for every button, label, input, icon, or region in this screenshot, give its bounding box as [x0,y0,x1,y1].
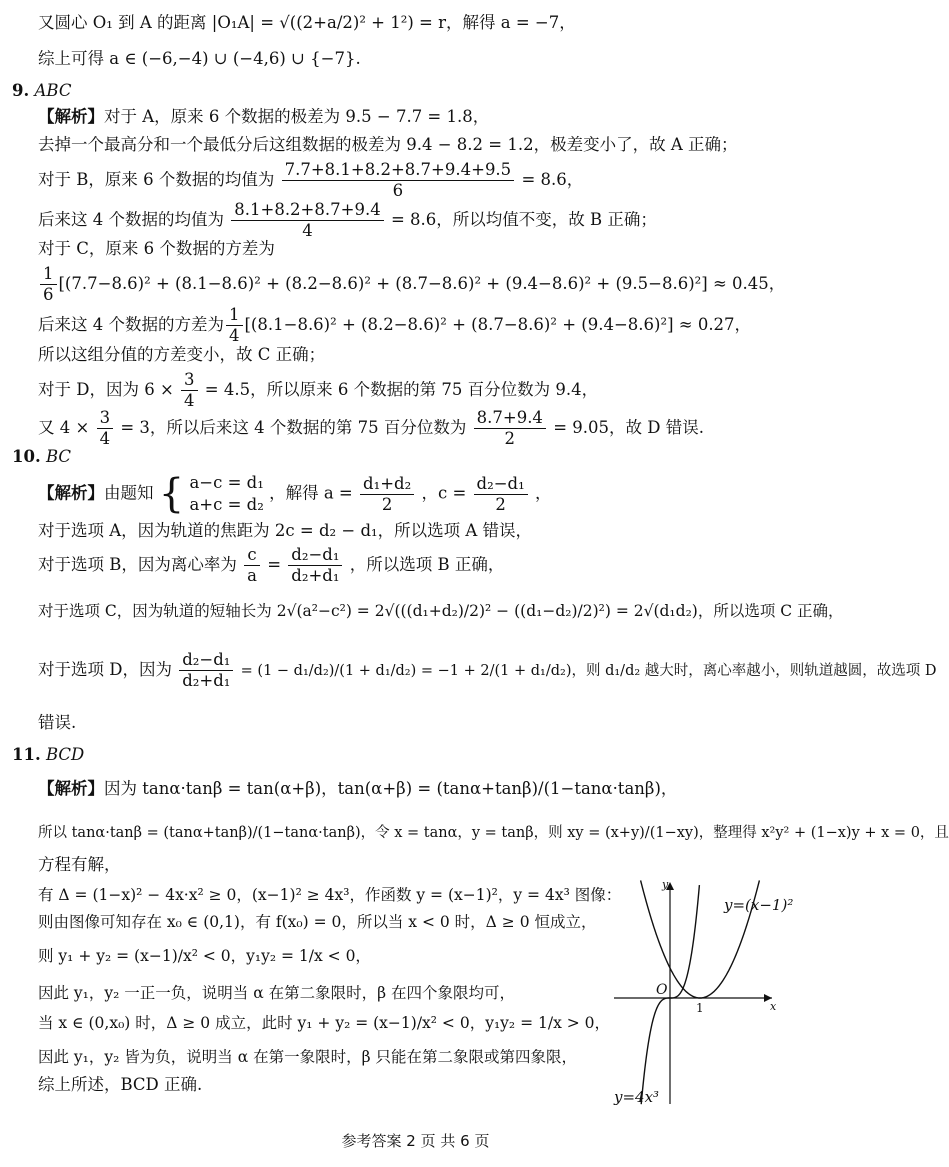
text-line: 则 y₁ + y₂ = (x−1)/x² < 0，y₁y₂ = 1/x < 0， [38,947,371,965]
tick-label-one: 1 [696,1001,704,1015]
text-line [38,408,704,449]
denominator: 4 [231,220,383,241]
denominator: 4 [226,325,243,346]
fraction [179,650,233,691]
fraction [244,545,260,586]
numerator: 8.1+8.2+8.7+9.4 [234,200,381,219]
fraction [40,264,57,305]
text-span: 对于选项 D，因为 [38,660,172,679]
text-line [38,305,751,346]
fraction [288,545,342,586]
text-span: [(8.1−8.6)² + (8.2−8.6)² + (8.7−8.6)² + (9.4−8.6)²] ≈ 0.27， [244,315,752,334]
y-axis-label: y [662,878,669,891]
text-line [38,650,937,691]
answer-choice: ABC [34,81,72,100]
text-line: 对于选项 A，因为轨道的焦距为 2c = d₂ − d₁，所以选项 A 错误， [38,521,533,540]
text-span: 后来这 4 个数据的方差为 [38,315,224,334]
text-span: 对于选项 B，因为离心率为 [38,555,237,574]
fraction [474,474,528,515]
denominator: 4 [181,390,198,411]
question-number: 10. [12,447,41,466]
question-number: 9. [12,81,30,100]
numerator: 3 [99,408,111,427]
text-span: = 8.6， [521,170,584,189]
analysis-tag: 【解析】 [38,107,104,126]
fraction [474,408,546,449]
numerator: 1 [229,305,240,324]
text-span: = 4.5，所以原来 6 个数据的第 75 百分位数为 9.4， [204,380,599,399]
text-line: 所以这组分值的方差变小，故 C 正确； [38,345,326,364]
text-span: = (1 − d₁/d₂)/(1 + d₁/d₂) = −1 + 2/(1 + d₁/d₂)，则 d₁/d₂ 越大时，离心率越小，则轨道越圆，故选项 D [240,663,937,679]
text-line: 综上所述，BCD 正确. [38,1075,203,1094]
text-line [38,264,785,305]
fraction [226,305,243,346]
text-line: 对于 C，原来 6 个数据的方差为 [38,239,275,258]
denominator: d₂+d₁ [288,565,342,586]
text-span: = 3，所以后来这 4 个数据的第 75 百分位数为 [120,418,467,437]
text-span: = 8.6，所以均值不变，故 B 正确； [390,210,657,229]
equation: a−c = d₁ [189,473,264,492]
text-span: [(7.7−8.6)² + (8.1−8.6)² + (8.2−8.6)² + (8.7−8.6)² + (9.4−8.6)² + (9.5−8.6)²] ≈ 0.45， [58,274,786,293]
denominator: d₂+d₁ [179,670,233,691]
fraction [181,370,198,411]
page-footer: 参考答案 2 页 共 6 页 [341,1132,490,1150]
text-span: ，所以选项 B 正确， [349,555,505,574]
question-9-header [12,80,71,102]
text-line [38,545,504,586]
brace-symbol: { [158,471,185,517]
question-10-header [12,446,71,468]
text-span: 又 4 × [38,418,90,437]
text-line: 则由图像可知存在 x₀ ∈ (0,1)，有 f(x₀) = 0，所以当 x < 0 时，Δ ≥ 0 恒成立， [38,913,597,931]
numerator: d₁+d₂ [363,473,412,493]
text-line: 因此 y₁，y₂ 皆为负，说明当 α 在第一象限时，β 只能在第二象限或第四象限， [38,1048,578,1066]
analysis-tag: 【解析】 [38,483,104,503]
text-line: 对于选项 C，因为轨道的短轴长为 2√(a²−c²) = 2√(((d₁+d₂)/2)² − ((d₁−d₂)/2)²) = 2√(d₁d₂)，所以选项 C 正确， [38,602,844,620]
origin-label: O [656,982,668,998]
numerator: d₂−d₁ [291,545,340,564]
text-line [38,472,551,516]
text-span: 对于 D，因为 6 × [38,380,174,399]
text-line: 又圆心 O₁ 到 A 的距离 |O₁A| = √((2+a/2)² + 1²) = r，解得 a = −7， [38,13,576,32]
text-span: 对于 A，原来 6 个数据的极差为 9.5 − 7.7 = 1.8， [104,107,490,126]
text-line: 因此 y₁，y₂ 一正一负，说明当 α 在第二象限时，β 在四个象限均可， [38,984,516,1002]
numerator: d₂−d₁ [182,650,231,669]
text-line: 错误. [38,713,77,732]
text-line: 去掉一个最高分和一个最低分后这组数据的极差为 9.4 − 8.2 = 1.2，极差变小了，故 A 正确； [38,135,738,154]
numerator: 8.7+9.4 [476,408,543,427]
x-axis-label: x [770,1000,777,1013]
fraction [97,408,114,449]
answer-choice: BCD [45,745,85,764]
text-span: ， [534,483,552,503]
equation-system [189,472,263,516]
denominator: 6 [282,180,515,201]
text-line [38,370,598,411]
text-span: = 9.05，故 D 错误. [553,418,704,437]
text-span: ，c = [421,483,467,503]
numerator: d₂−d₁ [476,473,525,493]
numerator: c [247,545,257,564]
fraction [360,474,414,515]
analysis-tag: 【解析】 [38,779,104,798]
text-span: 对于 B，原来 6 个数据的均值为 [38,170,275,189]
text-span: = [267,555,282,574]
text-line: 综上可得 a ∈ (−6,−4) ∪ (−4,6) ∪ {−7}. [38,49,361,68]
text-span: 后来这 4 个数据的均值为 [38,210,224,229]
parabola-label: y=(x−1)² [724,896,794,914]
denominator: 4 [97,428,114,449]
equation: a+c = d₂ [189,495,264,514]
denominator: 6 [40,284,57,305]
denominator: 2 [360,494,414,515]
question-number: 11. [12,745,41,764]
text-line: 当 x ∈ (0,x₀) 时，Δ ≥ 0 成立，此时 y₁ + y₂ = (x−1)/x² < 0，y₁y₂ = 1/x > 0， [38,1014,611,1032]
text-line [38,200,657,241]
numerator: 1 [43,264,54,283]
denominator: a [244,565,260,586]
text-span: 由题知 [104,483,154,503]
cubic-label: y=4x³ [614,1088,660,1106]
text-line [38,778,677,800]
text-line [38,106,489,128]
text-line: 有 Δ = (1−x)² − 4x·x² ≥ 0，(x−1)² ≥ 4x³，作函数 y = (x−1)²，y = 4x³ 图像： [38,886,622,904]
numerator: 3 [184,370,195,389]
text-line: 方程有解， [38,855,121,874]
answer-choice: BC [45,447,72,466]
text-line: 所以 tanα·tanβ = (tanα+tanβ)/(1−tanα·tanβ)，令 x = tanα，y = tanβ，则 xy = (x+y)/(1−xy)，整理得 x²y² + (1−x)y + x = 0，且 [38,825,949,841]
denominator: 2 [474,428,546,449]
text-span: ，解得 a = [269,483,353,503]
denominator: 2 [474,494,528,515]
question-11-header [12,744,84,766]
numerator: 7.7+8.1+8.2+8.7+9.4+9.5 [284,160,512,179]
text-span: 因为 tanα·tanβ = tan(α+β)，tan(α+β) = (tanα+tanβ)/(1−tanα·tanβ)， [104,779,678,798]
fraction [282,160,515,201]
fraction [231,200,383,241]
function-graph [612,870,822,1110]
text-line [38,160,583,201]
